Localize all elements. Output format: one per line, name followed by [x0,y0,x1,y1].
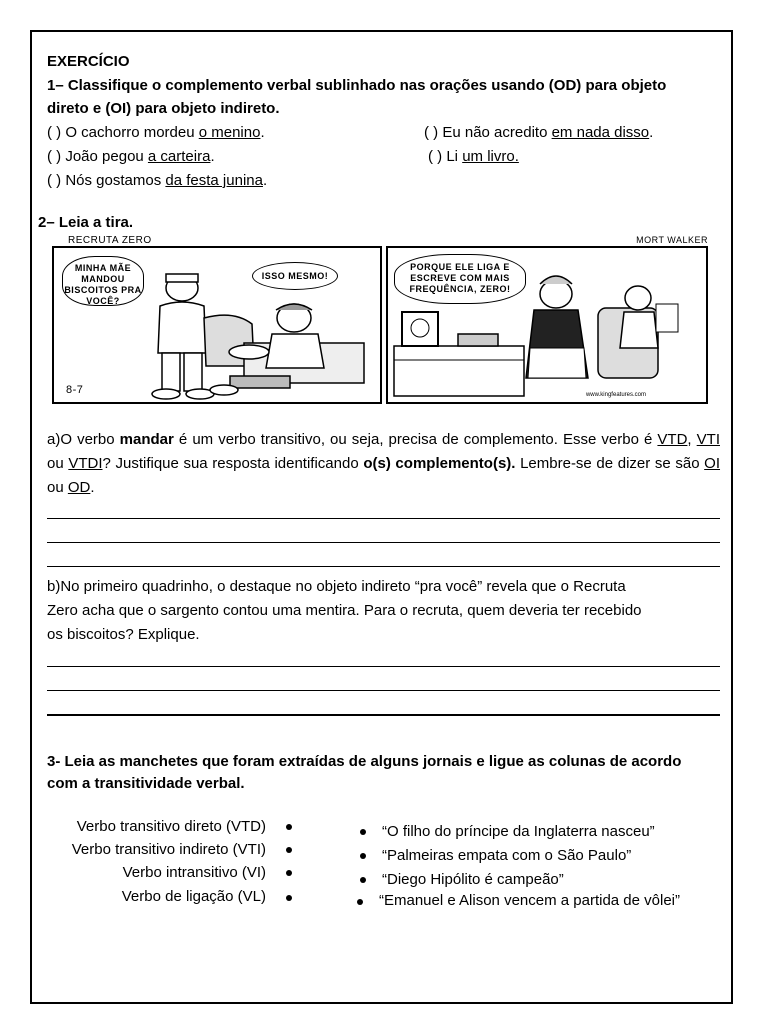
answer-line[interactable] [47,566,720,567]
answer-blank[interactable]: ( ) [47,124,62,141]
right-bullet-3[interactable] [360,877,366,883]
option-vti: VTI [696,431,720,448]
comic-author: MORT WALKER [636,235,708,245]
q2b-line1: b)No primeiro quadrinho, o destaque no objeto indireto “pra você” revela que o Recruta [47,578,626,595]
text: é um verbo transitivo, ou seja, precisa de complemento. Esse verbo é [173,431,653,448]
answer-line[interactable] [47,518,720,519]
text: . [90,479,95,496]
headline-2: “Palmeiras empata com o São Paulo” [382,847,632,864]
left-bullet-2[interactable] [286,847,292,853]
item-text: Li [446,148,463,165]
comic-strip [52,232,708,404]
complements-emphasis: o(s) complemento(s). [363,455,516,472]
option-vtdi: VTDI [68,455,103,472]
answer-line[interactable] [47,690,720,691]
q2-title: 2– Leia a tira. [38,214,134,231]
speech-bubble-3: PORQUE ELE LIGA E ESCREVE COM MAIS FREQUÊNCIA, ZERO! [394,254,526,304]
underlined-complement: a carteira [147,148,211,165]
item-text: O cachorro mordeu [65,124,199,141]
q2a-text [47,428,720,500]
headline-4: “Emanuel e Alison vencem a partida de vôlei” [379,892,680,909]
answer-blank[interactable]: ( ) [47,148,62,165]
comic-panel-2 [386,246,708,404]
q1-instruction-line1: 1– Classifique o complemento verbal sublinhado nas orações usando (OD) para objeto [47,77,667,94]
headline-1: “O filho do príncipe da Inglaterra nasceu” [382,823,655,840]
answer-blank[interactable]: ( ) [47,172,62,189]
option-vtd: VTD [657,431,688,448]
answer-line[interactable] [47,666,720,667]
item-text: João pegou [65,148,148,165]
comic-panel-1 [52,246,382,404]
q2b-line3: os biscoitos? Explique. [47,626,200,643]
verb-mandar: mandar [119,431,174,448]
answer-line[interactable] [47,542,720,543]
q1-item-3 [47,147,215,167]
text: a)O verbo [47,431,120,448]
q1-item-2 [424,123,653,143]
text: , [687,431,697,448]
text: ou [47,479,68,496]
q1-item-4 [428,147,519,167]
option-od: OD [67,479,91,496]
answer-blank[interactable]: ( ) [428,148,443,165]
text: dizer se são [617,455,705,472]
comic-strip-title: RECRUTA ZERO [68,235,152,246]
left-bullet-1[interactable] [286,824,292,830]
underlined-complement: o menino [198,124,261,141]
text: ? Justifique sua resposta identificando [102,455,364,472]
headline-3: “Diego Hipólito é campeão” [382,871,564,888]
right-bullet-1[interactable] [360,829,366,835]
exercise-title: EXERCÍCIO [47,53,130,70]
left-item-vl: Verbo de ligação (VL) [121,888,266,905]
underlined-complement: da festa junina [165,172,263,189]
item-punct: . [262,172,268,189]
underlined-complement: um livro. [462,148,519,165]
q2b-line2: Zero acha que o sargento contou uma mentira. Para o recruta, quem deveria ter recebido [47,602,642,619]
option-oi: OI [704,455,721,472]
q1-item-5 [47,171,267,191]
q1-instruction-line2: direto e (OI) para objeto indireto. [47,100,280,117]
item-punct: . [649,124,654,141]
left-item-vtd: Verbo transitivo direto (VTD) [76,818,266,835]
q3-instruction-line1: 3- Leia as manchetes que foram extraídas de alguns jornais e ligue as colunas de acordo [47,753,682,770]
comic-website: www.kingfeatures.com [585,392,646,398]
left-bullet-3[interactable] [286,870,292,876]
comic-date: 8-7 [66,384,84,396]
item-punct: . [260,124,265,141]
right-bullet-2[interactable] [360,853,366,859]
left-item-vti: Verbo transitivo indireto (VTI) [71,841,266,858]
item-text: Eu não acredito [442,124,552,141]
left-item-vi: Verbo intransitivo (VI) [122,864,266,881]
item-punct: . [210,148,215,165]
text: ou [47,455,69,472]
underlined-complement: em nada disso [551,124,650,141]
answer-line[interactable] [47,714,720,716]
answer-blank[interactable]: ( ) [424,124,439,141]
right-bullet-4[interactable] [357,899,363,905]
item-text: Nós gostamos [65,172,166,189]
q1-item-1 [47,123,265,143]
text: Lembre-se de [515,455,614,472]
left-bullet-4[interactable] [286,895,292,901]
q3-instruction-line2: com a transitividade verbal. [47,775,245,792]
speech-bubble-2: ISSO MESMO! [252,262,338,290]
speech-bubble-1: MINHA MÃE MANDOU BISCOITOS PRA VOCÊ? [62,256,144,306]
